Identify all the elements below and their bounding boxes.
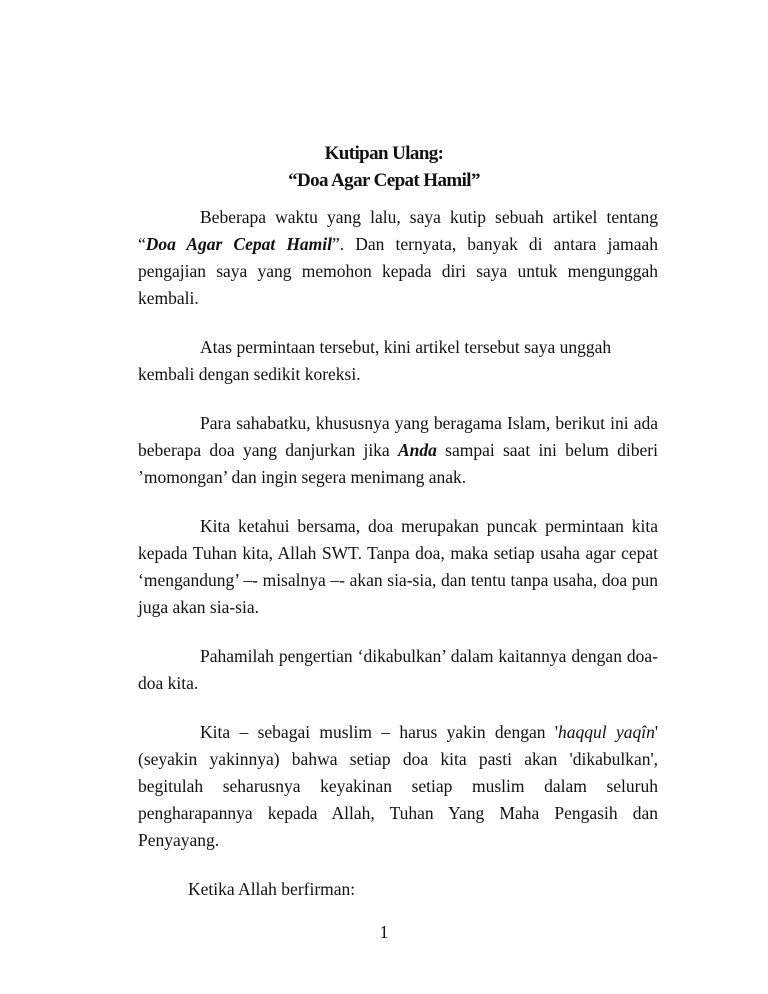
document-body [138,204,658,925]
article-title-emphasis: Doa Agar Cepat Hamil [145,234,333,254]
paragraph-4: Kita ketahui bersama, doa merupakan puncak permintaan kita kepada Tuhan kita, Allah SWT. Tanpa doa, maka setiap usaha agar cepat ‘mengandung’ –- misalnya –- akan sia-sia, dan tentu tanpa usaha, doa pun juga akan sia-sia. [138,516,658,617]
anda-emphasis: Anda [397,440,437,460]
paragraph-5: Pahamilah pengertian ‘dikabulkan’ dalam kaitannya dengan doa-doa kita. [138,646,658,693]
document-title [0,140,768,194]
haqqul-yaqin-term: haqqul yaqîn [557,722,655,742]
title-line-2: “Doa Agar Cepat Hamil” [288,170,480,191]
paragraph-6-text-a: Kita – sebagai muslim – harus yakin dengan ' [200,722,558,742]
paragraph-1-text-c: ”. Dan ternyata, banyak di antara jamaah pengajian saya yang memohon kepada diri saya untuk mengunggah kembali. [138,234,658,308]
paragraph-6 [138,719,658,854]
paragraph-7: Ketika Allah berfirman: [188,879,356,899]
paragraph-1-text-a: Beberapa waktu yang lalu, saya kutip sebuah artikel tentang “ [138,207,658,254]
paragraph-1 [138,204,658,312]
paragraph-3-text-a: Para sahabatku, khususnya yang beragama Islam, berikut ini ada beberapa doa yang danjurkan jika [138,413,658,460]
page-number: 1 [379,922,389,942]
paragraph-3-text-c: sampai saat ini belum diberi ’momongan’ dan ingin segera menimang anak. [138,440,658,487]
title-line-1: Kutipan Ulang: [324,143,444,164]
paragraph-6-text-c: ' (seyakin yakinnya) bahwa setiap doa kita pasti akan 'dikabulkan', begitulah seharusnya keyakinan setiap muslim dalam seluruh pengharapannya kepada Allah, Tuhan Yang Maha Pengasih dan Penyayang. [138,722,658,850]
paragraph-2: Atas permintaan tersebut, kini artikel tersebut saya unggah kembali dengan sedikit koreksi. [138,337,612,384]
paragraph-3 [138,410,658,491]
